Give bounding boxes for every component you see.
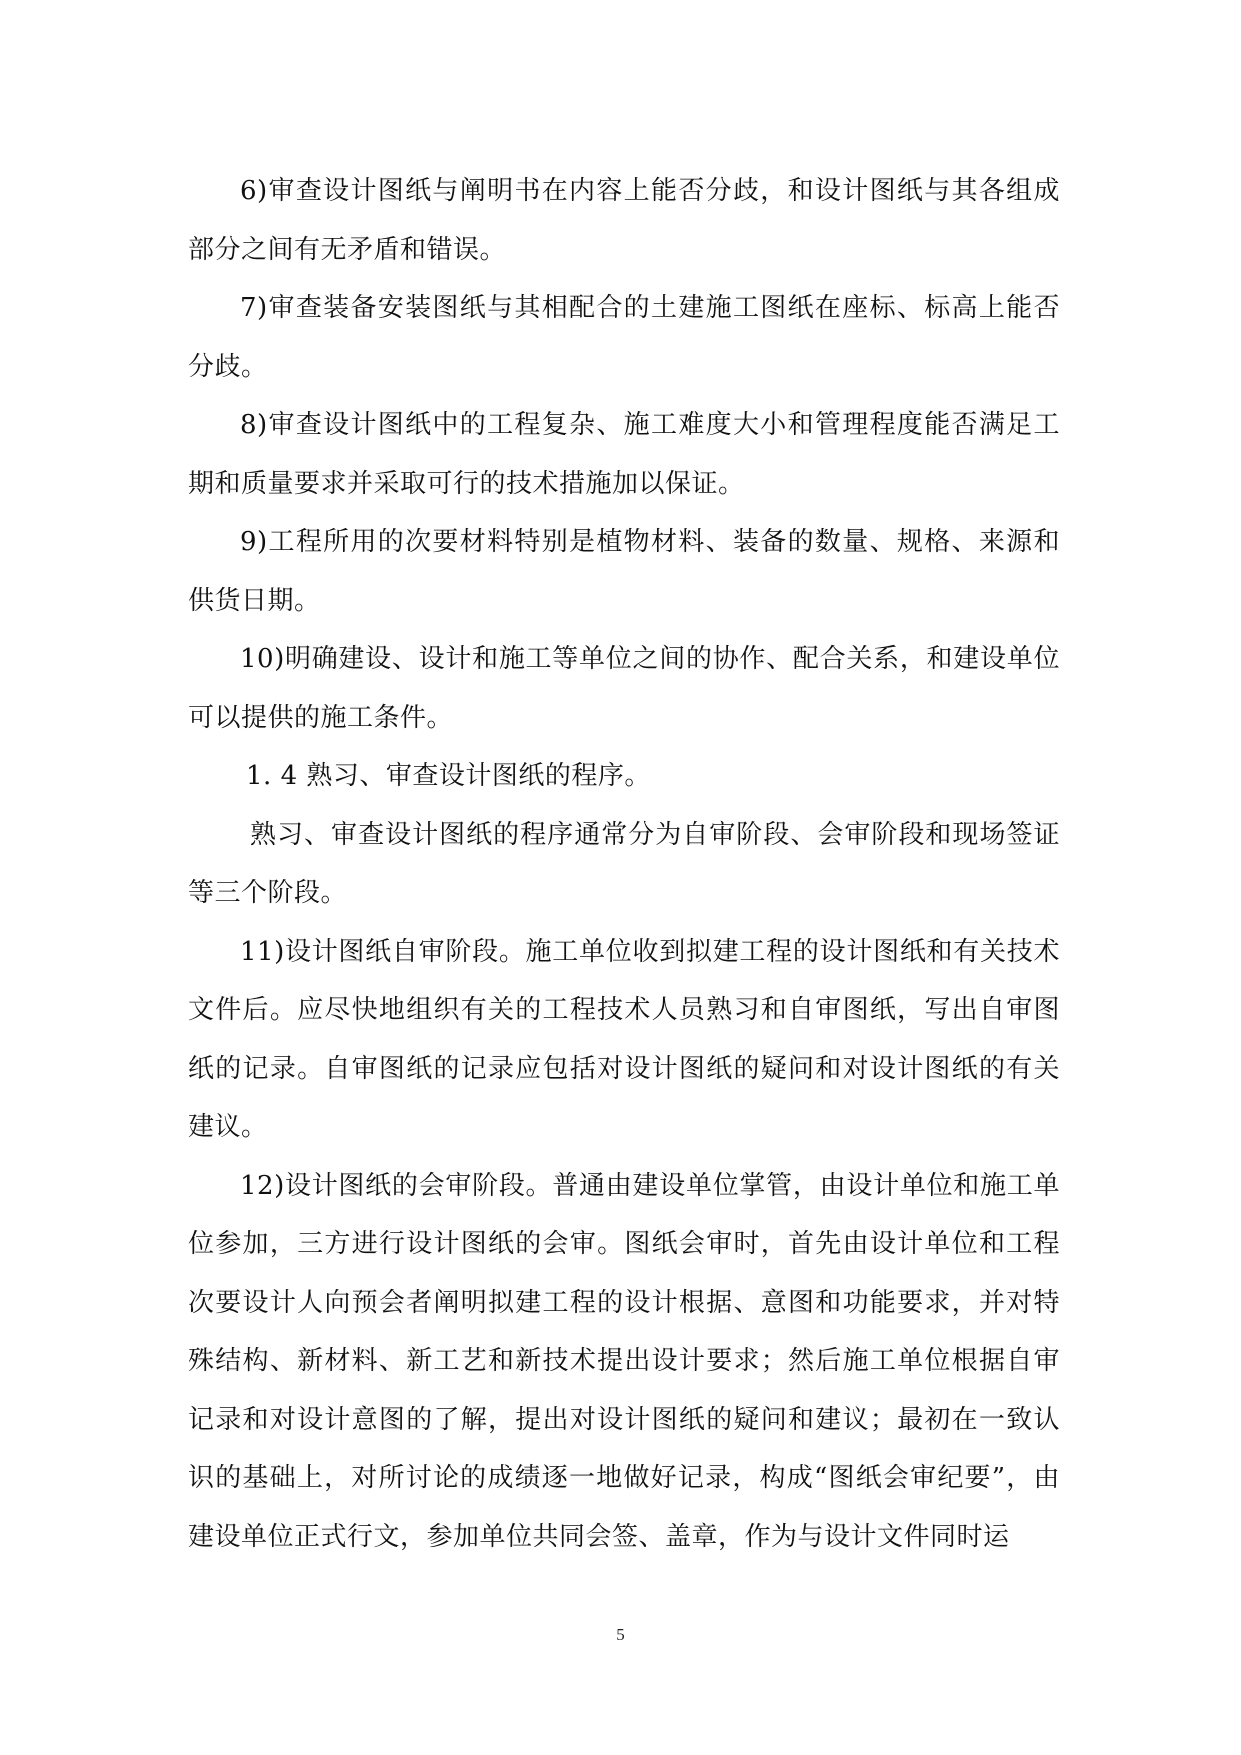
section-heading-1-4: 1. 4 熟习、审查设计图纸的程序。 bbox=[246, 761, 651, 791]
document-body bbox=[188, 162, 1060, 1566]
section-intro-paragraph: 熟习、审查设计图纸的程序通常分为自审阶段、会审阶段和现场签证等三个阶段。 bbox=[188, 819, 1060, 908]
paragraph-item-7: 7)审查装备安装图纸与其相配合的土建施工图纸在座标、标高上能否分歧。 bbox=[188, 293, 1060, 382]
paragraph-item-8: 8)审查设计图纸中的工程复杂、施工难度大小和管理程度能否满足工期和质量要求并采取可行的技术措施加以保证。 bbox=[188, 410, 1060, 499]
paragraph-item-10: 10)明确建设、设计和施工等单位之间的协作、配合关系，和建设单位可以提供的施工条件。 bbox=[188, 644, 1060, 733]
page-number: 5 bbox=[616, 1625, 625, 1644]
paragraph-item-12: 12)设计图纸的会审阶段。普通由建设单位掌管，由设计单位和施工单位参加，三方进行设计图纸的会审。图纸会审时，首先由设计单位和工程次要设计人向预会者阐明拟建工程的设计根据、意图和功能要求，并对特殊结构、新材料、新工艺和新技术提出设计要求；然后施工单位根据自审记录和对设计意图的了解，提出对设计图纸的疑问和建议；最初在一致认识的基础上，对所讨论的成绩逐一地做好记录，构成“图纸会审纪要”，由建设单位正式行文，参加单位共同会签、盖章，作为与设计文件同时运 bbox=[188, 1170, 1060, 1552]
paragraph-item-6: 6)审查设计图纸与阐明书在内容上能否分歧，和设计图纸与其各组成部分之间有无矛盾和错误。 bbox=[188, 176, 1060, 265]
paragraph-item-9: 9)工程所用的次要材料特别是植物材料、装备的数量、规格、来源和供货日期。 bbox=[188, 527, 1060, 616]
paragraph-item-11: 11)设计图纸自审阶段。施工单位收到拟建工程的设计图纸和有关技术文件后。应尽快地组织有关的工程技术人员熟习和自审图纸，写出自审图纸的记录。自审图纸的记录应包括对设计图纸的疑问和对设计图纸的有关建议。 bbox=[188, 936, 1060, 1142]
